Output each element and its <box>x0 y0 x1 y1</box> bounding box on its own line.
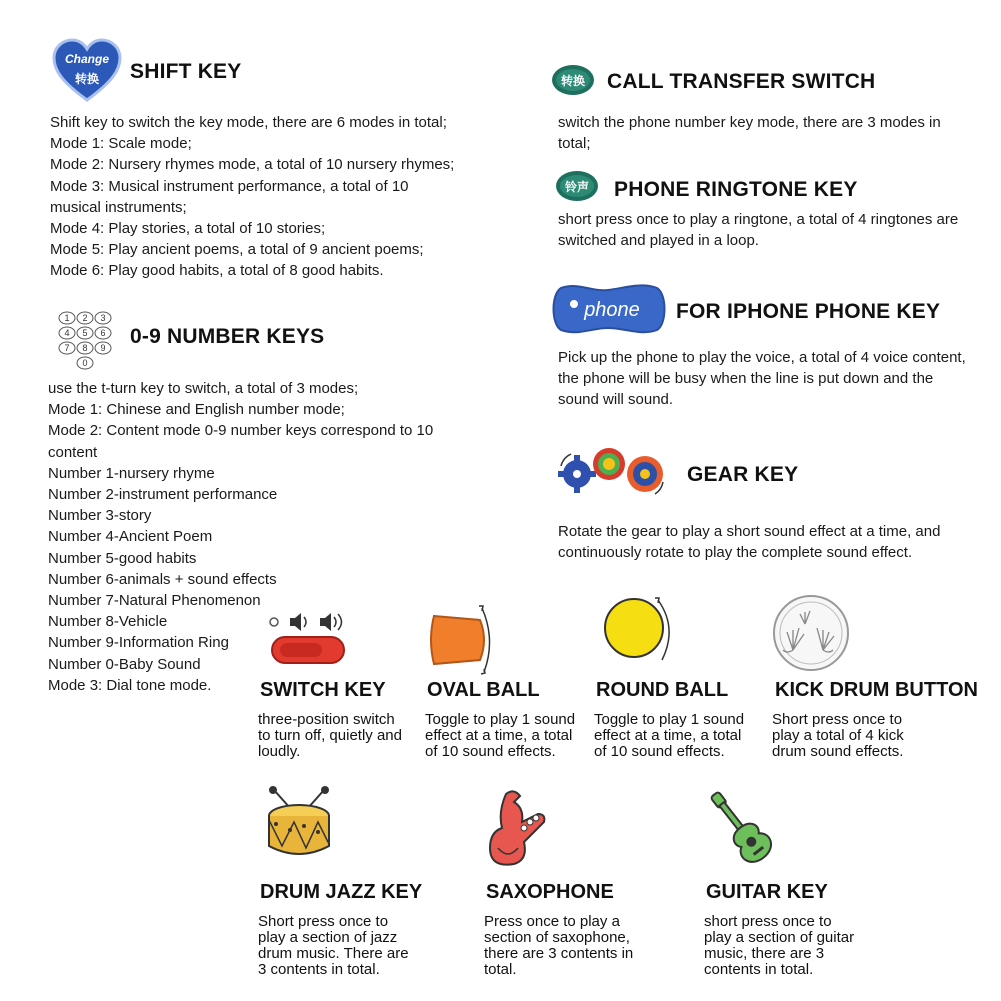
text-line: drum music. There are <box>258 945 409 962</box>
text-line: use the t-turn key to switch, a total of 3 modes; <box>48 380 359 397</box>
text-line: Rotate the gear to play a short sound effect at a time, and <box>558 523 941 540</box>
text-line: Number 9-Information Ring <box>48 634 229 652</box>
text-line: Number 5-good habits <box>48 549 197 567</box>
call-transfer-badge-label: 转换 <box>560 74 586 88</box>
keypad-digit: 8 <box>82 343 88 353</box>
gear-key-description <box>558 521 940 563</box>
text-line: three-position switch <box>258 711 395 728</box>
kick-drum-icon <box>771 594 851 672</box>
call-transfer-title: CALL TRANSFER SWITCH <box>607 70 876 93</box>
change-heart-icon <box>52 38 122 102</box>
keypad-digit: 1 <box>64 313 70 323</box>
text-line: contents in total. <box>704 961 814 978</box>
text-line: there are 3 contents in <box>484 945 634 962</box>
iphone-key-label: phone <box>584 299 640 321</box>
keypad-digit: 9 <box>100 343 106 353</box>
saxophone-icon <box>484 788 550 868</box>
text-line: Mode 1: Chinese and English number mode; <box>48 401 345 419</box>
round-ball-description <box>594 712 744 760</box>
text-line: content <box>48 443 98 461</box>
change-icon-label: Change <box>64 52 110 66</box>
number-keypad-icon <box>53 310 117 372</box>
gear-key-title: GEAR KEY <box>687 463 799 486</box>
text-line: Mode 3: Dial tone mode. <box>48 676 212 694</box>
text-line: play a section of guitar <box>704 929 855 946</box>
text-line: Mode 4: Play stories, a total of 10 stories; <box>50 220 326 238</box>
text-line: Mode 2: Content mode 0-9 number keys correspond to 10 <box>48 422 434 440</box>
text-line: section of saxophone, <box>484 929 630 946</box>
text-line: sound will sound. <box>558 391 674 409</box>
text-line: Number 7-Natural Phenomenon <box>48 592 261 610</box>
text-line: effect at a time, a total <box>425 727 573 744</box>
guitar-description <box>704 914 854 978</box>
switch-key-icon <box>266 610 348 668</box>
text-line: Mode 2: Nursery rhymes mode, a total of 10 nursery rhymes; <box>50 156 455 174</box>
text-line: Shift key to switch the key mode, there are 6 modes in total; <box>50 114 447 131</box>
ringtone-description <box>558 209 958 251</box>
text-line: Number 0-Baby Sound <box>48 655 201 673</box>
text-line: 3 contents in total. <box>258 961 380 978</box>
text-line: Number 8-Vehicle <box>48 613 168 631</box>
text-line: Short press once to <box>772 711 903 728</box>
text-line: total. <box>484 961 517 978</box>
text-line: Mode 6: Play good habits, a total of 8 good habits. <box>50 262 384 280</box>
text-line: Number 1-nursery rhyme <box>48 464 215 482</box>
text-line: play a total of 4 kick <box>772 727 904 744</box>
text-line: Mode 1: Scale mode; <box>50 135 192 153</box>
text-line: Press once to play a <box>484 913 620 930</box>
number-keys-description <box>48 378 433 696</box>
text-line: Toggle to play 1 sound <box>425 711 576 728</box>
text-line: effect at a time, a total <box>594 727 742 744</box>
keypad-digit: 3 <box>100 313 106 323</box>
shift-key-description <box>50 112 454 282</box>
oval-ball-icon <box>430 602 496 678</box>
text-line: Mode 3: Musical instrument performance, a total of 10 <box>50 177 409 195</box>
keypad-digit: 4 <box>64 328 70 338</box>
ringtone-badge-label: 铃声 <box>564 180 590 194</box>
iphone-key-title: FOR IPHONE PHONE KEY <box>676 300 941 323</box>
text-line: Pick up the phone to play the voice, a total of 4 voice content, <box>558 349 966 366</box>
keypad-digit: 5 <box>82 328 88 338</box>
text-line: drum sound effects. <box>772 743 904 760</box>
iphone-key-description <box>558 347 966 411</box>
keypad-digit: 7 <box>64 343 70 353</box>
keypad-digit: 6 <box>100 328 106 338</box>
change-icon-chinese: 转换 <box>74 72 100 86</box>
ringtone-badge-icon <box>555 170 599 202</box>
text-line: to turn off, quietly and <box>258 727 402 744</box>
drum-jazz-icon <box>264 786 334 862</box>
text-line: Toggle to play 1 sound <box>594 711 745 728</box>
oval-ball-description <box>425 712 575 760</box>
iphone-key-icon <box>549 282 667 336</box>
text-line: music, there are 3 <box>704 945 825 962</box>
keypad-digit: 0 <box>82 358 88 368</box>
round-ball-title: ROUND BALL <box>596 679 729 701</box>
text-line: Number 6-animals + sound effects <box>48 570 277 588</box>
saxophone-description <box>484 914 633 978</box>
switch-key-description <box>258 712 402 760</box>
kick-drum-description <box>772 712 904 760</box>
text-line: play a section of jazz <box>258 929 398 946</box>
ringtone-title: PHONE RINGTONE KEY <box>614 178 858 201</box>
call-transfer-badge-icon <box>551 64 595 96</box>
text-line: continuously rotate to play the complete sound effect. <box>558 544 913 562</box>
drum-jazz-title: DRUM JAZZ KEY <box>260 881 423 903</box>
gear-icon <box>557 444 669 498</box>
text-line: Number 4-Ancient Poem <box>48 528 213 546</box>
text-line: loudly. <box>258 743 301 760</box>
round-ball-icon <box>600 594 676 666</box>
switch-key-title: SWITCH KEY <box>260 679 386 701</box>
guitar-title: GUITAR KEY <box>706 881 828 903</box>
call-transfer-description <box>558 112 941 154</box>
keypad-digit: 2 <box>82 313 88 323</box>
text-line: short press once to play a ringtone, a total of 4 ringtones are <box>558 211 959 228</box>
text-line: switch the phone number key mode, there are 3 modes in <box>558 114 941 131</box>
text-line: Number 2-instrument performance <box>48 486 278 504</box>
kick-drum-title: KICK DRUM BUTTON <box>775 679 978 701</box>
number-keys-title: 0-9 NUMBER KEYS <box>130 325 325 348</box>
saxophone-title: SAXOPHONE <box>486 881 614 903</box>
text-line: of 10 sound effects. <box>594 743 725 760</box>
text-line: total; <box>558 135 591 153</box>
text-line: musical instruments; <box>50 198 187 216</box>
drum-jazz-description <box>258 914 409 978</box>
text-line: Short press once to <box>258 913 389 930</box>
text-line: Number 3-story <box>48 507 152 525</box>
guitar-icon <box>706 784 772 868</box>
text-line: switched and played in a loop. <box>558 232 759 250</box>
oval-ball-title: OVAL BALL <box>427 679 540 701</box>
shift-key-title: SHIFT KEY <box>130 60 242 83</box>
text-line: Mode 5: Play ancient poems, a total of 9 ancient poems; <box>50 241 424 259</box>
text-line: of 10 sound effects. <box>425 743 556 760</box>
text-line: the phone will be busy when the line is put down and the <box>558 370 934 388</box>
text-line: short press once to <box>704 913 832 930</box>
